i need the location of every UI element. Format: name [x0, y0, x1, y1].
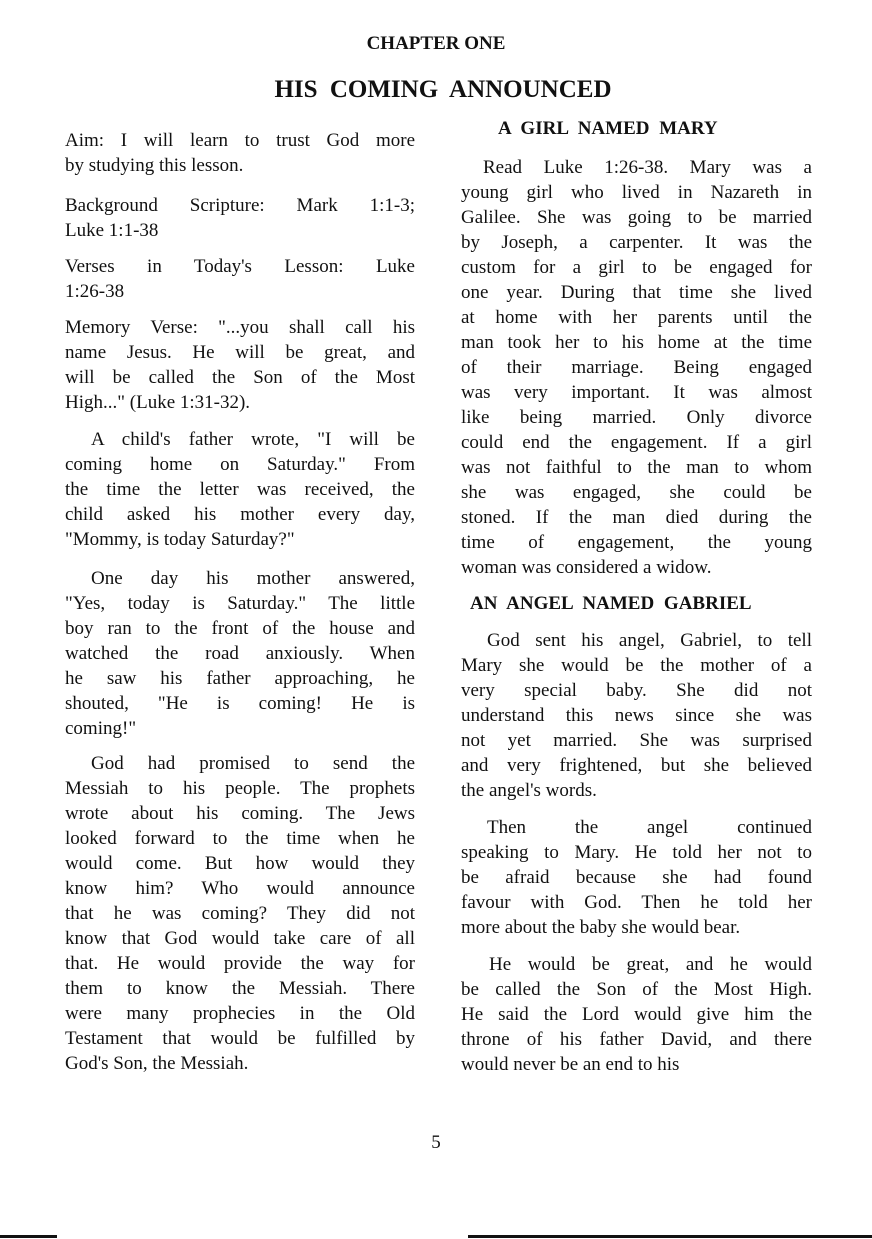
paragraph	[65, 254, 415, 304]
text-line: at home with her parents until the	[461, 307, 812, 328]
text-line: speaking to Mary. He told her not to	[461, 842, 812, 863]
text-line: Mary she would be the mother of a	[461, 655, 812, 676]
text-line: One day his mother answered,	[91, 568, 415, 589]
section-heading-girl-named-mary: A GIRL NAMED MARY	[498, 118, 718, 139]
text-line: "Yes, today is Saturday." The little	[65, 593, 415, 614]
text-line: and very frightened, but she believed	[461, 755, 812, 776]
text-line: very special baby. She did not	[461, 680, 812, 701]
paragraph	[65, 427, 415, 552]
paragraph	[65, 566, 415, 741]
text-line: High..." (Luke 1:31-32).	[65, 392, 251, 413]
paragraph	[65, 751, 415, 1076]
text-line: not yet married. She was surprised	[461, 730, 812, 751]
text-line: Memory Verse: "...you shall call his	[65, 317, 415, 338]
text-line: more about the baby she would bear.	[461, 917, 741, 938]
text-line: God's Son, the Messiah.	[65, 1053, 249, 1074]
text-line: He said the Lord would give him the	[461, 1004, 812, 1025]
text-line: God sent his angel, Gabriel, to tell	[487, 630, 812, 651]
text-line: that he was coming? They did not	[65, 903, 415, 924]
text-line: understand this news since she was	[461, 705, 812, 726]
text-line: by Joseph, a carpenter. It was the	[461, 232, 812, 253]
text-line: them to know the Messiah. There	[65, 978, 415, 999]
paragraph	[65, 315, 415, 415]
text-line: could end the engagement. If a girl	[461, 432, 812, 453]
text-line: Then the angel continued	[487, 817, 812, 838]
text-line: by studying this lesson.	[65, 155, 244, 176]
text-line: was not faithful to the man to whom	[461, 457, 812, 478]
text-line: custom for a girl to be engaged for	[461, 257, 812, 278]
text-line: God had promised to send the	[91, 753, 415, 774]
text-line: man took her to his home at the time	[461, 332, 812, 353]
text-line: of their marriage. Being engaged	[461, 357, 812, 378]
text-line: the time the letter was received, the	[65, 479, 415, 500]
text-line: young girl who lived in Nazareth in	[461, 182, 812, 203]
text-line: Testament that would be fulfilled by	[65, 1028, 415, 1049]
paragraph	[461, 815, 812, 940]
text-line: was very important. It was almost	[461, 382, 812, 403]
text-line: Background Scripture: Mark 1:1-3;	[65, 195, 415, 216]
text-line: name Jesus. He will be great, and	[65, 342, 415, 363]
text-line: coming home on Saturday." From	[65, 454, 415, 475]
text-line: time of engagement, the young	[461, 532, 812, 553]
text-line: A child's father wrote, "I will be	[91, 429, 415, 450]
paragraph	[461, 628, 812, 803]
text-line: Galilee. She was going to be married	[461, 207, 812, 228]
text-line: wrote about his coming. The Jews	[65, 803, 415, 824]
text-line: boy ran to the front of the house and	[65, 618, 415, 639]
text-line: coming!"	[65, 718, 137, 739]
text-line: that. He would provide the way for	[65, 953, 415, 974]
section-heading-angel-named-gabriel: AN ANGEL NAMED GABRIEL	[470, 593, 752, 614]
text-line: favour with God. Then he told her	[461, 892, 812, 913]
text-line: would never be an end to his	[461, 1054, 680, 1075]
text-line: Verses in Today's Lesson: Luke	[65, 256, 415, 277]
page-title: HIS COMING ANNOUNCED	[274, 76, 612, 103]
text-line: throne of his father David, and there	[461, 1029, 812, 1050]
bottom-rule-left	[0, 1235, 57, 1238]
text-line: shouted, "He is coming! He is	[65, 693, 415, 714]
page-number: 5	[431, 1132, 441, 1153]
text-line: He would be great, and he would	[489, 954, 812, 975]
text-line: 1:26-38	[65, 281, 125, 302]
text-line: one year. During that time she lived	[461, 282, 812, 303]
text-line: child asked his mother every day,	[65, 504, 415, 525]
text-line: Messiah to his people. The prophets	[65, 778, 415, 799]
text-line: were many prophecies in the Old	[65, 1003, 415, 1024]
text-line: like being married. Only divorce	[461, 407, 812, 428]
paragraph	[65, 128, 415, 178]
text-line: stoned. If the man died during the	[461, 507, 812, 528]
text-line: the angel's words.	[461, 780, 597, 801]
text-line: she was engaged, she could be	[461, 482, 812, 503]
text-line: Luke 1:1-38	[65, 220, 159, 241]
paragraph	[461, 952, 812, 1077]
text-line: woman was considered a widow.	[461, 557, 712, 578]
paragraph	[65, 193, 415, 243]
chapter-label: CHAPTER ONE	[366, 33, 506, 54]
text-line: Aim: I will learn to trust God more	[65, 130, 415, 151]
text-line: be called the Son of the Most High.	[461, 979, 812, 1000]
text-line: watched the road anxiously. When	[65, 643, 415, 664]
bottom-rule-right	[468, 1235, 872, 1238]
text-line: know him? Who would announce	[65, 878, 415, 899]
text-line: would come. But how would they	[65, 853, 415, 874]
text-line: be afraid because she had found	[461, 867, 812, 888]
text-line: "Mommy, is today Saturday?"	[65, 529, 295, 550]
text-line: looked forward to the time when he	[65, 828, 415, 849]
paragraph	[461, 155, 812, 580]
text-line: know that God would take care of all	[65, 928, 415, 949]
text-line: Read Luke 1:26-38. Mary was a	[483, 157, 812, 178]
text-line: he saw his father approaching, he	[65, 668, 415, 689]
text-line: will be called the Son of the Most	[65, 367, 415, 388]
